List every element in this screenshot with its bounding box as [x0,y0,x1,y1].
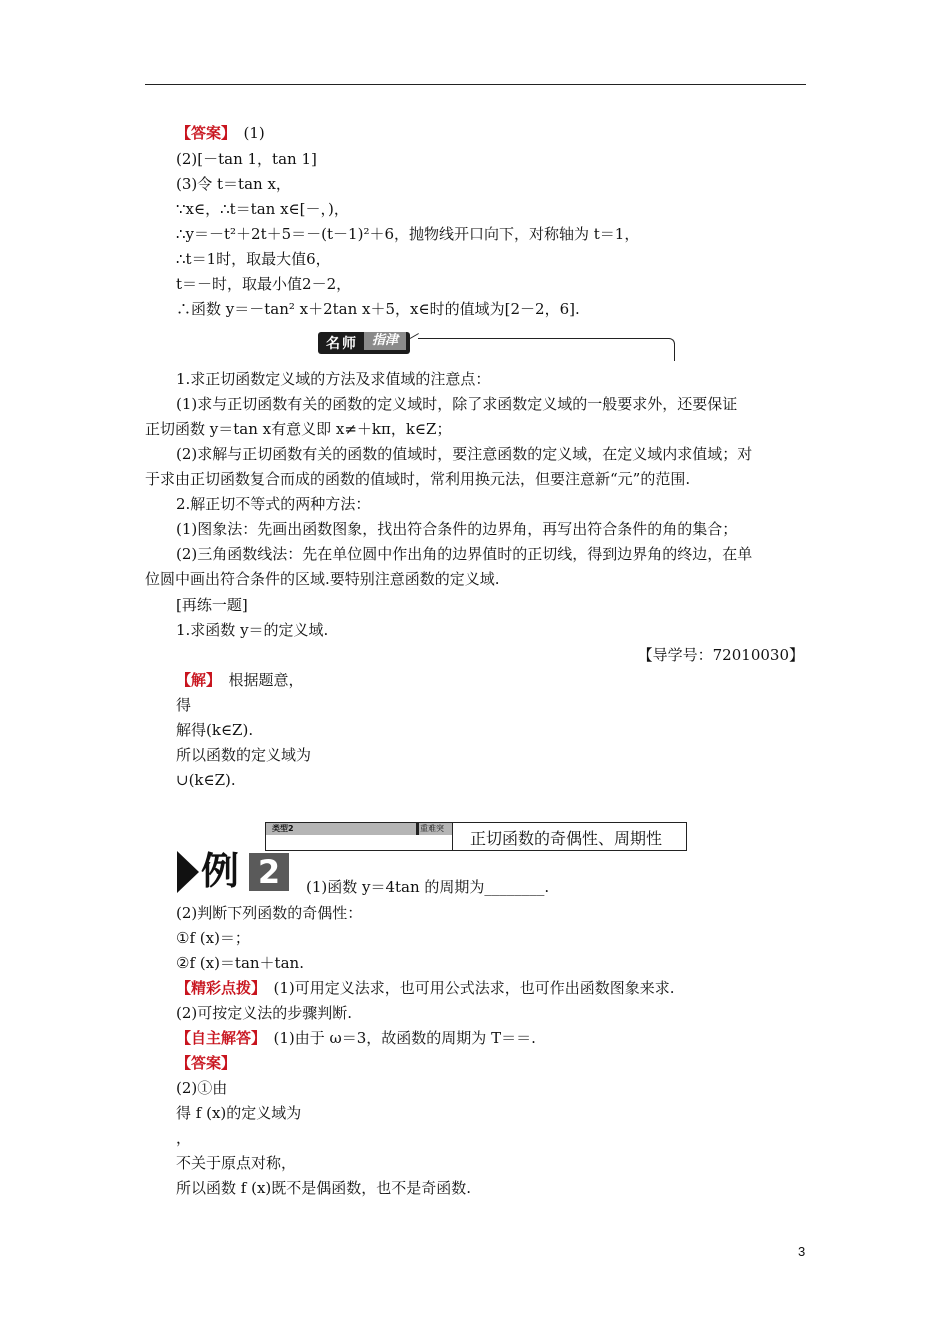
tip-line: (2)三角函数线法：先在单位圆中作出角的边界值时的正切线，得到边界角的终边，在单 [176,545,753,563]
section-title: 正切函数的奇偶性、周期性 [470,829,663,848]
final-line: 不关于原点对称， [176,1154,297,1172]
answer-line: ∵x∈，∴t＝tan x∈[－，)， [176,200,349,218]
tip-banner-rule [418,338,675,361]
answer-line: (3)令 t＝tan x， [176,175,291,193]
solution-line: 解得(k∈Z). [176,721,254,739]
tip-banner-label-accent: 指津 [364,332,406,350]
example-badge-number: 2 [249,853,289,891]
section-type-label: 类型2 [272,824,294,833]
section-header [265,822,687,851]
example-question-2: (2)判断下列函数的奇偶性： [176,904,363,922]
tip-line: 位圆中画出符合条件的区域.要特别注意函数的定义域. [145,570,500,588]
answer-line: ∴函数 y＝－tan² x＋2tan x＋5，x∈时的值域为[2－2，6]. [176,300,580,318]
final-line: 得 f (x)的定义域为 [176,1104,302,1122]
example-question-1: (1)函数 y＝4tan 的周期为________. [306,878,550,896]
tip-line: (2)求解与正切函数有关的函数的值域时，要注意函数的定义域，在定义域内求值域；对 [176,445,753,463]
tip-line: (1)图象法：先画出函数图象，找出符合条件的边界角，再写出符合条件的角的集合； [176,520,738,538]
tip-banner-label: 名师 [326,336,358,352]
page-number: 3 [798,1244,806,1259]
solution-line-1 [176,671,304,689]
hint-line-1 [176,979,675,997]
tip-line: (1)求与正切函数有关的函数的定义域时，除了求函数定义域的一般要求外，还要保证 [176,395,738,413]
tip-line: 1.求正切函数定义域的方法及求值域的注意点： [176,370,491,388]
answer-line: ∴y＝－t²＋2t＋5＝－(t－1)²＋6，抛物线开口向下，对称轴为 t＝1， [176,225,640,243]
solution-line: ∪(k∈Z). [176,771,236,789]
final-line: 所以函数 f (x)既不是偶函数，也不是奇函数. [176,1179,472,1197]
example-badge-char: 例 [201,849,240,893]
section-sub-label: 重难突 [420,824,444,833]
practice-header: [再练一题] [176,596,248,614]
self-answer-text: (1)由于 ω＝3，故函数的周期为 T＝＝. [258,1029,536,1047]
answer2-tag: 【答案】 [176,1054,237,1072]
solution-line: 得 [176,696,192,714]
solution-text: 根据题意， [213,671,304,689]
section-divider [452,823,453,850]
final-line: (2)①由 [176,1079,228,1097]
tip-line: 于求由正切函数复合而成的函数的值域时，常利用换元法，但要注意新“元”的范围. [145,470,691,488]
tip-banner [318,330,678,362]
final-line: ， [176,1129,192,1147]
hint-text: (1)可用定义法求，也可用公式法求，也可作出函数图象来求. [258,979,675,997]
solution-line: 所以函数的定义域为 [176,746,312,764]
example-badge [177,851,291,893]
self-answer-line [176,1029,536,1047]
self-answer-tag: 【自主解答】 [176,1029,259,1047]
example-question-2a: ①f (x)＝； [176,929,250,947]
example-question-2b: ②f (x)＝tan＋tan. [176,954,304,972]
header-rule [145,84,806,85]
tip-line: 正切函数 y＝tan x有意义即 x≠＋kπ，k∈Z； [145,420,452,438]
hint-line-2: (2)可按定义法的步骤判断. [176,1004,353,1022]
answer-line: t＝－时，取最小值2－2， [176,275,352,293]
practice-question: 1.求函数 y＝的定义域. [176,621,329,639]
answer-tag: 【答案】 [176,124,229,142]
example-badge-arrow-icon [177,851,199,893]
section-strip-bar [416,823,419,835]
tip-line: 2.解正切不等式的两种方法： [176,495,371,513]
answer-line: (2)[－tan 1，tan 1] [176,150,317,168]
answer-text: (1) [228,124,265,142]
hint-tag: 【精彩点拨】 [176,979,259,997]
guide-number: 【导学号：72010030】 [637,646,804,664]
answer2-line [176,1054,236,1072]
answer-line: ∴t＝1时，取最大值6， [176,250,331,268]
solution-tag: 【解】 [176,671,214,689]
answer-line-1 [176,124,265,142]
